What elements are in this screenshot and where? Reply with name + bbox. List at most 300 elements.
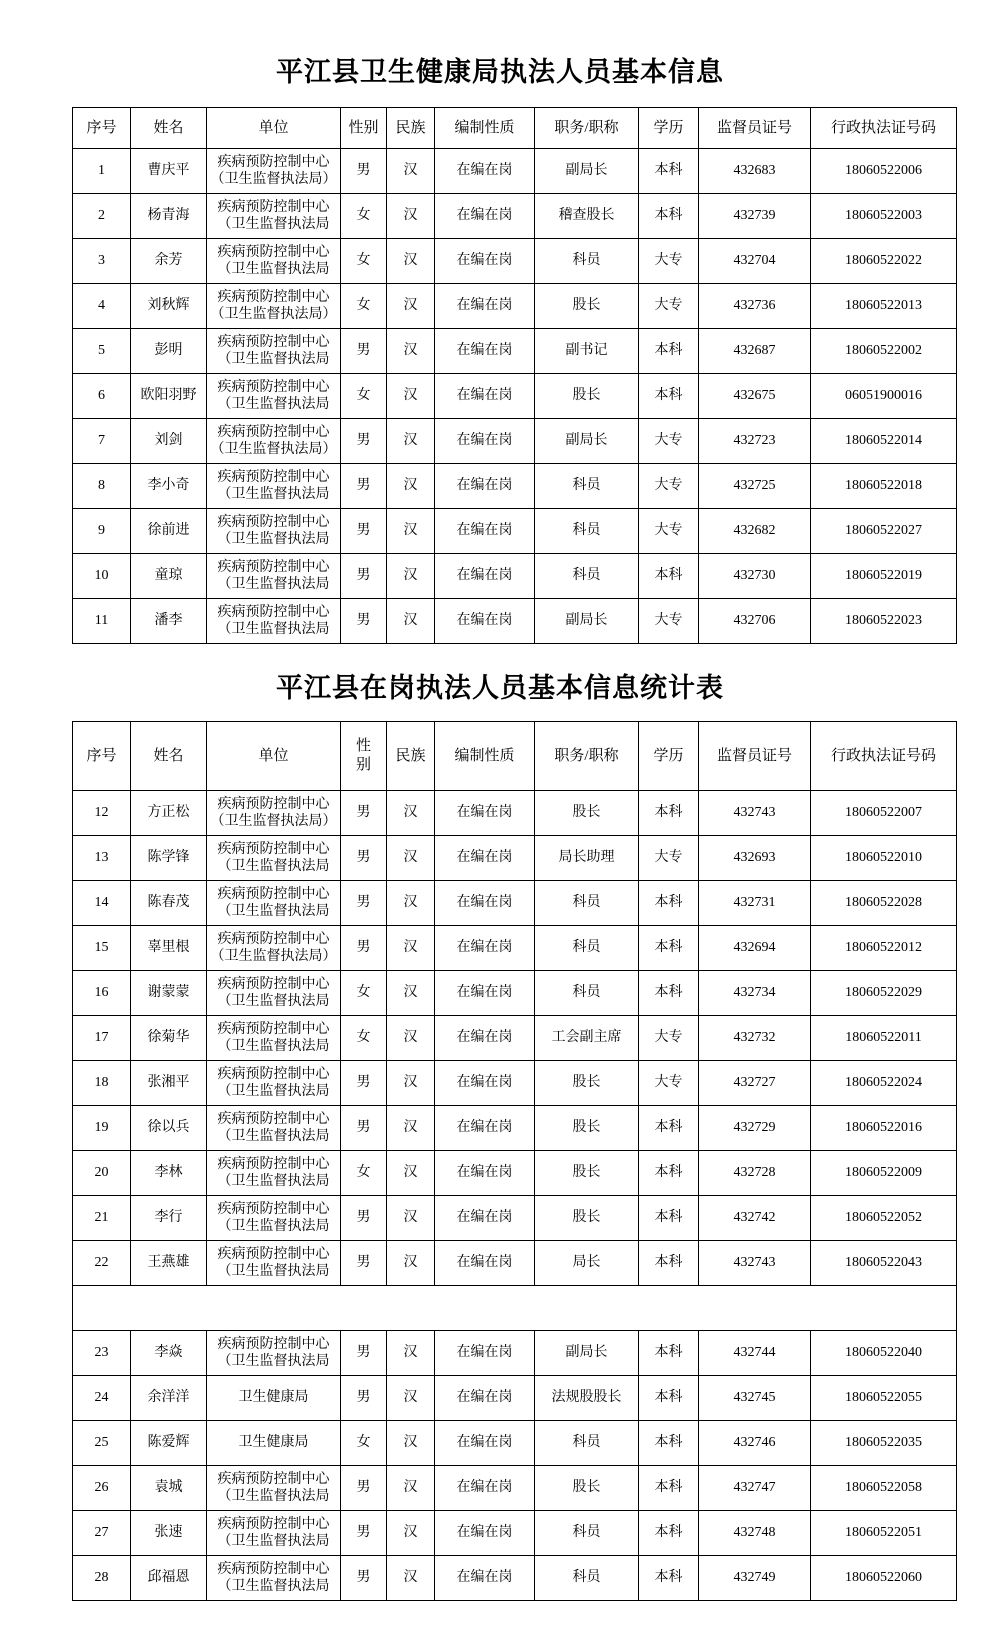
cell-seq: 25	[73, 1421, 131, 1466]
cell-sex: 男	[341, 419, 387, 464]
column-header-seq: 序号	[73, 108, 131, 149]
unit-line-1: 疾病预防控制中心	[217, 1201, 330, 1217]
cell-name: 谢蒙蒙	[131, 971, 207, 1016]
cell-name: 徐菊华	[131, 1016, 207, 1061]
cell-establishment-type: 在编在岗	[435, 194, 535, 239]
cell-sex: 男	[341, 554, 387, 599]
unit-line-2: （卫生监督执法局	[217, 904, 330, 919]
cell-establishment-type: 在编在岗	[435, 1106, 535, 1151]
cell-seq: 17	[73, 1016, 131, 1061]
cell-sex: 男	[341, 464, 387, 509]
cell-sex: 男	[341, 599, 387, 644]
cell-establishment-type: 在编在岗	[435, 239, 535, 284]
cell-establishment-type: 在编在岗	[435, 1241, 535, 1286]
cell-education: 大专	[639, 419, 699, 464]
cell-admin-id: 18060522016	[811, 1106, 957, 1151]
page-title-first: 平江县卫生健康局执法人员基本信息	[276, 57, 724, 87]
table-row	[73, 374, 957, 419]
column-header-name: 姓名	[131, 722, 207, 791]
cell-ethnic: 汉	[387, 1016, 435, 1061]
unit-line-2: （卫生监督执法局	[217, 397, 330, 412]
cell-establishment-type: 在编在岗	[435, 464, 535, 509]
unit-line-1: 疾病预防控制中心	[217, 334, 330, 350]
cell-name: 方正松	[131, 791, 207, 836]
table-header-row	[73, 722, 957, 791]
cell-sex: 男	[341, 836, 387, 881]
cell-sex: 女	[341, 374, 387, 419]
column-header-unit: 单位	[207, 108, 341, 149]
enforcement-personnel-table-2	[72, 721, 957, 1601]
cell-education: 本科	[639, 1421, 699, 1466]
cell-admin-id: 18060522014	[811, 419, 957, 464]
cell-sex: 男	[341, 881, 387, 926]
unit-line-1: 疾病预防控制中心	[217, 1246, 330, 1262]
cell-admin-id: 18060522052	[811, 1196, 957, 1241]
cell-post: 科员	[535, 881, 639, 926]
cell-post: 副书记	[535, 329, 639, 374]
cell-admin-id: 18060522027	[811, 509, 957, 554]
cell-name: 彭明	[131, 329, 207, 374]
unit-line-1: 疾病预防控制中心	[217, 199, 330, 215]
cell-admin-id: 18060522012	[811, 926, 957, 971]
cell-unit	[207, 836, 341, 881]
cell-name: 陈学锋	[131, 836, 207, 881]
cell-seq: 19	[73, 1106, 131, 1151]
cell-sex: 男	[341, 791, 387, 836]
cell-post: 工会副主席	[535, 1016, 639, 1061]
unit-line-1: 疾病预防控制中心	[217, 796, 330, 812]
unit-line-2: （卫生监督执法局	[217, 577, 330, 592]
cell-establishment-type: 在编在岗	[435, 1151, 535, 1196]
cell-education: 本科	[639, 554, 699, 599]
cell-supervisor-id: 432730	[699, 554, 811, 599]
cell-education: 本科	[639, 329, 699, 374]
unit-line-2: （卫生监督执法局）	[210, 949, 337, 964]
cell-unit	[207, 419, 341, 464]
column-header-education: 学历	[639, 108, 699, 149]
cell-supervisor-id: 432693	[699, 836, 811, 881]
cell-name: 余洋洋	[131, 1376, 207, 1421]
cell-post: 股长	[535, 1151, 639, 1196]
cell-seq: 2	[73, 194, 131, 239]
table-row	[73, 464, 957, 509]
cell-post: 股长	[535, 1106, 639, 1151]
cell-education: 大专	[639, 1061, 699, 1106]
unit-line-1: 疾病预防控制中心	[217, 1156, 330, 1172]
cell-seq: 13	[73, 836, 131, 881]
cell-admin-id: 18060522058	[811, 1466, 957, 1511]
cell-education: 本科	[639, 791, 699, 836]
cell-education: 本科	[639, 194, 699, 239]
cell-post: 副局长	[535, 419, 639, 464]
cell-admin-id: 18060522022	[811, 239, 957, 284]
cell-seq: 21	[73, 1196, 131, 1241]
column-header-admin-id: 行政执法证号码	[811, 108, 957, 149]
cell-supervisor-id: 432704	[699, 239, 811, 284]
cell-unit	[207, 926, 341, 971]
column-header-supervisor-id: 监督员证号	[699, 722, 811, 791]
cell-ethnic: 汉	[387, 791, 435, 836]
cell-seq: 22	[73, 1241, 131, 1286]
cell-unit	[207, 881, 341, 926]
unit-line-2: （卫生监督执法局	[217, 262, 330, 277]
unit-line-2: （卫生监督执法局	[217, 994, 330, 1009]
cell-post: 股长	[535, 1466, 639, 1511]
unit-line-2: （卫生监督执法局	[217, 1264, 330, 1279]
cell-admin-id: 18060522028	[811, 881, 957, 926]
unit-line-1: 疾病预防控制中心	[217, 1561, 330, 1577]
cell-education: 大专	[639, 239, 699, 284]
cell-admin-id: 18060522051	[811, 1511, 957, 1556]
cell-sex: 男	[341, 1196, 387, 1241]
cell-supervisor-id: 432675	[699, 374, 811, 419]
cell-ethnic: 汉	[387, 599, 435, 644]
cell-seq: 6	[73, 374, 131, 419]
cell-education: 本科	[639, 1331, 699, 1376]
unit-line-2: （卫生监督执法局	[217, 1084, 330, 1099]
cell-name: 李焱	[131, 1331, 207, 1376]
cell-ethnic: 汉	[387, 926, 435, 971]
unit-line-1: 疾病预防控制中心	[217, 424, 330, 440]
table-header-row	[73, 108, 957, 149]
cell-sex: 男	[341, 1511, 387, 1556]
unit-line-2: （卫生监督执法局	[217, 1489, 330, 1504]
cell-seq: 23	[73, 1331, 131, 1376]
unit-line-1: 疾病预防控制中心	[217, 1021, 330, 1037]
cell-seq: 9	[73, 509, 131, 554]
unit-line-1: 疾病预防控制中心	[217, 976, 330, 992]
cell-post: 局长	[535, 1241, 639, 1286]
cell-admin-id: 06051900016	[811, 374, 957, 419]
cell-name: 李小奇	[131, 464, 207, 509]
cell-post: 科员	[535, 239, 639, 284]
unit-line-1: 疾病预防控制中心	[217, 1336, 330, 1352]
cell-establishment-type: 在编在岗	[435, 1061, 535, 1106]
unit-line-1: 疾病预防控制中心	[217, 289, 330, 305]
cell-sex: 男	[341, 926, 387, 971]
cell-supervisor-id: 432746	[699, 1421, 811, 1466]
cell-supervisor-id: 432742	[699, 1196, 811, 1241]
cell-admin-id: 18060522009	[811, 1151, 957, 1196]
cell-supervisor-id: 432743	[699, 791, 811, 836]
unit-line-2: （卫生监督执法局）	[210, 307, 337, 322]
cell-unit	[207, 329, 341, 374]
column-header-type: 编制性质	[435, 722, 535, 791]
page-title-second: 平江县在岗执法人员基本信息统计表	[276, 673, 724, 703]
cell-post: 股长	[535, 1196, 639, 1241]
cell-sex: 男	[341, 1331, 387, 1376]
unit-line-2: （卫生监督执法局	[217, 1534, 330, 1549]
column-header-post: 职务/职称	[535, 722, 639, 791]
cell-education: 大专	[639, 509, 699, 554]
cell-post: 科员	[535, 554, 639, 599]
cell-unit	[207, 1241, 341, 1286]
cell-establishment-type: 在编在岗	[435, 509, 535, 554]
cell-sex: 女	[341, 284, 387, 329]
cell-name: 张速	[131, 1511, 207, 1556]
table-row	[73, 1196, 957, 1241]
cell-supervisor-id: 432748	[699, 1511, 811, 1556]
cell-post: 副局长	[535, 1331, 639, 1376]
cell-post: 法规股股长	[535, 1376, 639, 1421]
unit-line-2: （卫生监督执法局）	[210, 172, 337, 187]
cell-supervisor-id: 432731	[699, 881, 811, 926]
cell-education: 大专	[639, 464, 699, 509]
cell-seq: 24	[73, 1376, 131, 1421]
column-header-ethnic: 民族	[387, 108, 435, 149]
cell-admin-id: 18060522019	[811, 554, 957, 599]
column-header-ethnic: 民族	[387, 722, 435, 791]
cell-education: 本科	[639, 1151, 699, 1196]
cell-unit	[207, 1511, 341, 1556]
cell-establishment-type: 在编在岗	[435, 1511, 535, 1556]
cell-name: 刘秋辉	[131, 284, 207, 329]
cell-name: 李行	[131, 1196, 207, 1241]
cell-name: 欧阳羽野	[131, 374, 207, 419]
cell-ethnic: 汉	[387, 464, 435, 509]
unit-line-1: 疾病预防控制中心	[217, 931, 330, 947]
cell-ethnic: 汉	[387, 1511, 435, 1556]
cell-name: 潘李	[131, 599, 207, 644]
cell-establishment-type: 在编在岗	[435, 881, 535, 926]
cell-seq: 27	[73, 1511, 131, 1556]
table-row	[73, 1376, 957, 1421]
unit-line-1: 疾病预防控制中心	[217, 886, 330, 902]
table-row	[73, 1331, 957, 1376]
cell-education: 本科	[639, 926, 699, 971]
cell-admin-id: 18060522013	[811, 284, 957, 329]
cell-education: 大专	[639, 836, 699, 881]
unit-line-2: （卫生监督执法局	[217, 859, 330, 874]
cell-seq: 15	[73, 926, 131, 971]
cell-name: 余芳	[131, 239, 207, 284]
table-row	[73, 971, 957, 1016]
table-row	[73, 149, 957, 194]
cell-supervisor-id: 432725	[699, 464, 811, 509]
cell-ethnic: 汉	[387, 1421, 435, 1466]
cell-establishment-type: 在编在岗	[435, 926, 535, 971]
table-row	[73, 1511, 957, 1556]
cell-unit	[207, 1421, 341, 1466]
cell-supervisor-id: 432694	[699, 926, 811, 971]
cell-admin-id: 18060522010	[811, 836, 957, 881]
cell-ethnic: 汉	[387, 194, 435, 239]
cell-name: 辜里根	[131, 926, 207, 971]
unit-line-1: 疾病预防控制中心	[217, 1111, 330, 1127]
cell-education: 本科	[639, 1196, 699, 1241]
unit-line-1: 疾病预防控制中心	[217, 469, 330, 485]
cell-post: 副局长	[535, 149, 639, 194]
cell-unit	[207, 554, 341, 599]
cell-admin-id: 18060522029	[811, 971, 957, 1016]
table-row	[73, 791, 957, 836]
unit-line-1: 疾病预防控制中心	[217, 514, 330, 530]
unit-line-1: 卫生健康局	[238, 1435, 309, 1451]
unit-line-1: 疾病预防控制中心	[217, 1471, 330, 1487]
cell-seq: 28	[73, 1556, 131, 1601]
cell-supervisor-id: 432728	[699, 1151, 811, 1196]
cell-name: 杨青海	[131, 194, 207, 239]
cell-unit	[207, 1556, 341, 1601]
table-row	[73, 419, 957, 464]
column-header-sex-line2: 别	[355, 757, 371, 773]
cell-establishment-type: 在编在岗	[435, 329, 535, 374]
table-section-gap-cell	[73, 1286, 957, 1331]
cell-name: 徐前进	[131, 509, 207, 554]
cell-post: 科员	[535, 1511, 639, 1556]
unit-line-2: （卫生监督执法局	[217, 532, 330, 547]
cell-ethnic: 汉	[387, 509, 435, 554]
cell-establishment-type: 在编在岗	[435, 836, 535, 881]
cell-education: 大专	[639, 284, 699, 329]
unit-line-2: （卫生监督执法局	[217, 487, 330, 502]
cell-education: 本科	[639, 1376, 699, 1421]
cell-supervisor-id: 432682	[699, 509, 811, 554]
cell-name: 刘剑	[131, 419, 207, 464]
cell-education: 大专	[639, 1016, 699, 1061]
cell-supervisor-id: 432729	[699, 1106, 811, 1151]
cell-ethnic: 汉	[387, 1376, 435, 1421]
cell-supervisor-id: 432745	[699, 1376, 811, 1421]
cell-unit	[207, 791, 341, 836]
cell-establishment-type: 在编在岗	[435, 1196, 535, 1241]
cell-establishment-type: 在编在岗	[435, 1016, 535, 1061]
cell-unit	[207, 149, 341, 194]
cell-supervisor-id: 432747	[699, 1466, 811, 1511]
cell-unit	[207, 1061, 341, 1106]
cell-unit	[207, 509, 341, 554]
cell-seq: 10	[73, 554, 131, 599]
cell-post: 科员	[535, 509, 639, 554]
cell-name: 徐以兵	[131, 1106, 207, 1151]
unit-line-2: （卫生监督执法局	[217, 1129, 330, 1144]
unit-line-1: 疾病预防控制中心	[217, 1066, 330, 1082]
column-header-post: 职务/职称	[535, 108, 639, 149]
cell-supervisor-id: 432687	[699, 329, 811, 374]
cell-admin-id: 18060522002	[811, 329, 957, 374]
cell-post: 局长助理	[535, 836, 639, 881]
unit-line-2: （卫生监督执法局）	[210, 814, 337, 829]
unit-line-1: 疾病预防控制中心	[217, 1516, 330, 1532]
cell-post: 科员	[535, 1556, 639, 1601]
cell-supervisor-id: 432706	[699, 599, 811, 644]
cell-seq: 20	[73, 1151, 131, 1196]
cell-name: 李林	[131, 1151, 207, 1196]
cell-unit	[207, 599, 341, 644]
cell-sex: 女	[341, 971, 387, 1016]
cell-seq: 12	[73, 791, 131, 836]
cell-establishment-type: 在编在岗	[435, 1331, 535, 1376]
table-row	[73, 926, 957, 971]
cell-admin-id: 18060522060	[811, 1556, 957, 1601]
cell-establishment-type: 在编在岗	[435, 149, 535, 194]
unit-line-2: （卫生监督执法局）	[210, 442, 337, 457]
cell-seq: 11	[73, 599, 131, 644]
cell-seq: 8	[73, 464, 131, 509]
cell-admin-id: 18060522011	[811, 1016, 957, 1061]
cell-seq: 5	[73, 329, 131, 374]
cell-sex: 男	[341, 149, 387, 194]
cell-establishment-type: 在编在岗	[435, 554, 535, 599]
cell-name: 曹庆平	[131, 149, 207, 194]
cell-admin-id: 18060522003	[811, 194, 957, 239]
cell-establishment-type: 在编在岗	[435, 599, 535, 644]
cell-admin-id: 18060522040	[811, 1331, 957, 1376]
cell-admin-id: 18060522024	[811, 1061, 957, 1106]
table-row	[73, 194, 957, 239]
cell-unit	[207, 1106, 341, 1151]
table-row	[73, 554, 957, 599]
cell-unit	[207, 1151, 341, 1196]
table-row	[73, 1241, 957, 1286]
unit-line-2: （卫生监督执法局	[217, 1219, 330, 1234]
cell-unit	[207, 1016, 341, 1061]
table-row	[73, 239, 957, 284]
unit-line-2: （卫生监督执法局	[217, 217, 330, 232]
cell-education: 本科	[639, 374, 699, 419]
cell-establishment-type: 在编在岗	[435, 791, 535, 836]
cell-post: 副局长	[535, 599, 639, 644]
cell-post: 科员	[535, 1421, 639, 1466]
cell-ethnic: 汉	[387, 1556, 435, 1601]
cell-unit	[207, 194, 341, 239]
column-header-type: 编制性质	[435, 108, 535, 149]
cell-ethnic: 汉	[387, 239, 435, 284]
cell-ethnic: 汉	[387, 419, 435, 464]
cell-education: 本科	[639, 1241, 699, 1286]
cell-sex: 男	[341, 329, 387, 374]
cell-ethnic: 汉	[387, 1106, 435, 1151]
cell-ethnic: 汉	[387, 1196, 435, 1241]
cell-supervisor-id: 432744	[699, 1331, 811, 1376]
unit-line-2: （卫生监督执法局	[217, 1579, 330, 1594]
cell-unit	[207, 1331, 341, 1376]
enforcement-personnel-table-1	[72, 107, 957, 644]
cell-ethnic: 汉	[387, 1466, 435, 1511]
unit-line-1: 疾病预防控制中心	[217, 604, 330, 620]
column-header-sex: 性别	[341, 108, 387, 149]
cell-unit	[207, 374, 341, 419]
cell-seq: 3	[73, 239, 131, 284]
cell-name: 童琼	[131, 554, 207, 599]
table-row	[73, 284, 957, 329]
cell-education: 本科	[639, 149, 699, 194]
cell-ethnic: 汉	[387, 284, 435, 329]
unit-line-1: 疾病预防控制中心	[217, 379, 330, 395]
cell-sex: 男	[341, 1556, 387, 1601]
cell-sex: 男	[341, 1106, 387, 1151]
cell-sex: 男	[341, 1376, 387, 1421]
cell-post: 股长	[535, 1061, 639, 1106]
cell-unit	[207, 1196, 341, 1241]
cell-education: 本科	[639, 1466, 699, 1511]
cell-establishment-type: 在编在岗	[435, 1556, 535, 1601]
cell-supervisor-id: 432743	[699, 1241, 811, 1286]
cell-post: 股长	[535, 791, 639, 836]
cell-admin-id: 18060522018	[811, 464, 957, 509]
cell-ethnic: 汉	[387, 1241, 435, 1286]
cell-supervisor-id: 432749	[699, 1556, 811, 1601]
cell-sex: 男	[341, 1241, 387, 1286]
cell-ethnic: 汉	[387, 881, 435, 926]
cell-supervisor-id: 432683	[699, 149, 811, 194]
unit-line-2: （卫生监督执法局	[217, 1039, 330, 1054]
cell-ethnic: 汉	[387, 1331, 435, 1376]
cell-establishment-type: 在编在岗	[435, 374, 535, 419]
table-row	[73, 1061, 957, 1106]
column-header-supervisor-id: 监督员证号	[699, 108, 811, 149]
cell-sex: 女	[341, 194, 387, 239]
